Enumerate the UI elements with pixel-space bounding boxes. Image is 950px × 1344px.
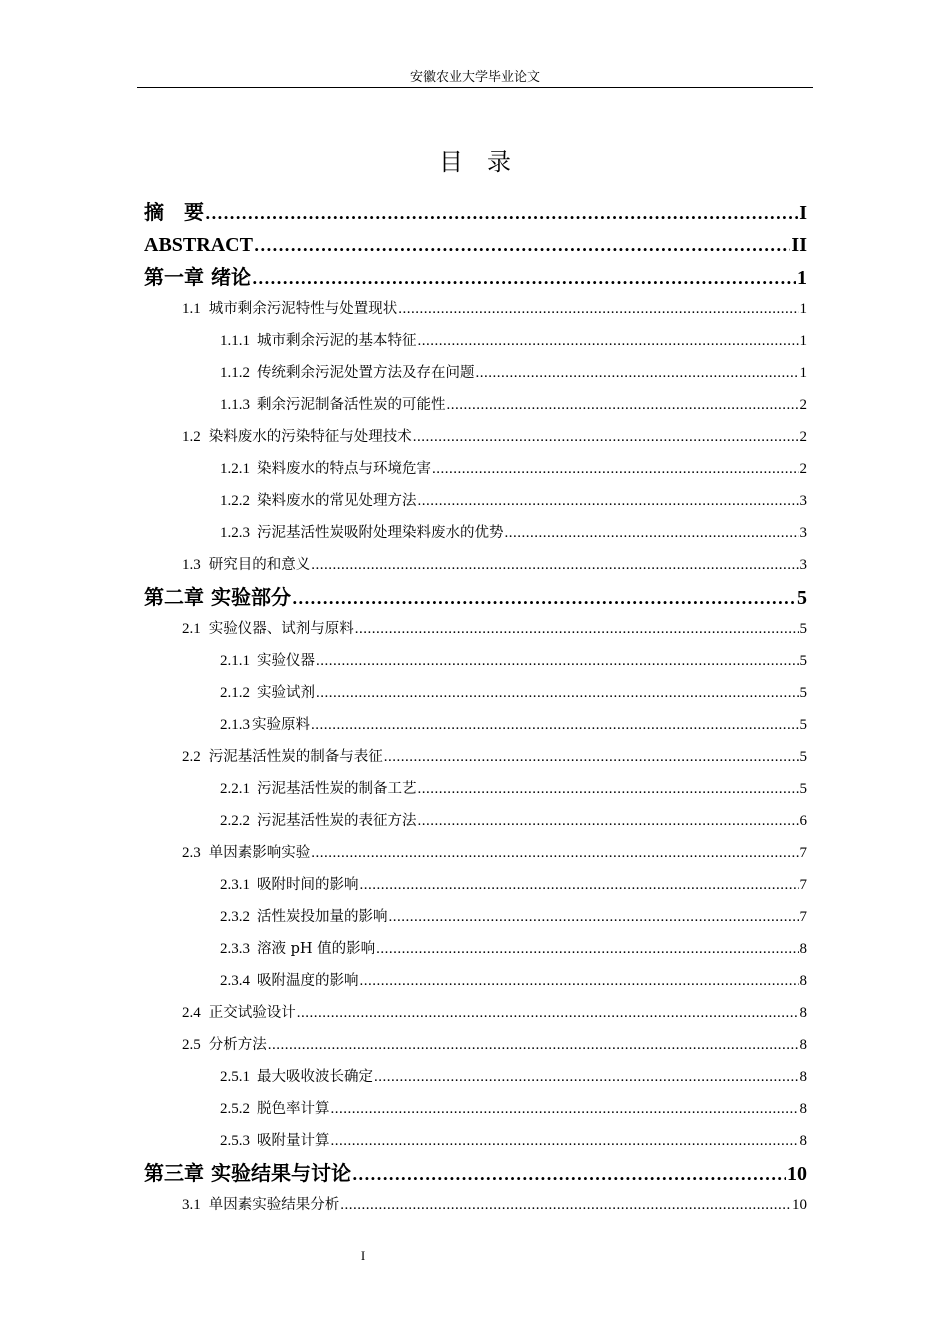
toc-leader-dots bbox=[205, 197, 798, 229]
toc-entry-level1[interactable] bbox=[144, 1157, 807, 1189]
toc-entry-level2[interactable] bbox=[144, 1029, 807, 1061]
toc-entry-label bbox=[220, 677, 315, 709]
toc-entry-label bbox=[220, 1125, 330, 1157]
toc-entry-label bbox=[182, 421, 412, 453]
toc-entry-number: 2.5.2 bbox=[220, 1101, 250, 1117]
toc-entry-page: 2 bbox=[799, 397, 807, 413]
toc-entry-label bbox=[220, 709, 310, 741]
toc-entry-label bbox=[182, 837, 310, 869]
toc-entry-label bbox=[144, 261, 251, 293]
toc-entry-level3[interactable] bbox=[144, 709, 807, 741]
toc-entry-number: 1.3 bbox=[182, 557, 201, 573]
toc-entry-label bbox=[182, 741, 383, 773]
toc-entry-label bbox=[182, 1189, 339, 1221]
toc-entry-page: 8 bbox=[799, 1101, 807, 1117]
toc-entry-level1[interactable] bbox=[144, 196, 807, 229]
toc-leader-dots bbox=[374, 1061, 799, 1093]
toc-leader-dots bbox=[398, 293, 798, 325]
toc-entry-label bbox=[144, 229, 253, 261]
toc-entry-number: 1.1 bbox=[182, 301, 201, 317]
toc-entry-label bbox=[182, 293, 397, 325]
toc-entry-text: 实验仪器、试剂与原料 bbox=[208, 621, 354, 637]
toc-entry-level3[interactable] bbox=[144, 389, 807, 421]
toc-leader-dots bbox=[331, 1093, 799, 1125]
toc-entry-level3[interactable] bbox=[144, 901, 807, 933]
toc-entry-text: 实验仪器 bbox=[257, 653, 315, 669]
toc-entry-text: 脱色率计算 bbox=[257, 1101, 330, 1117]
toc-leader-dots bbox=[316, 677, 799, 709]
toc-leader-dots bbox=[254, 230, 791, 261]
toc-entry-text: 染料废水的特点与环境危害 bbox=[257, 461, 431, 477]
toc-entry-page: 1 bbox=[799, 301, 807, 317]
toc-entry-label bbox=[220, 357, 475, 389]
toc-entry-page: 2 bbox=[799, 461, 807, 477]
toc-entry-text: 吸附温度的影响 bbox=[257, 973, 359, 989]
toc-entry-level3[interactable] bbox=[144, 805, 807, 837]
toc-entry-number: 1.1.1 bbox=[220, 333, 250, 349]
toc-leader-dots bbox=[418, 485, 799, 517]
header-rule bbox=[137, 87, 813, 88]
toc-entry-label bbox=[182, 613, 354, 645]
toc-leader-dots bbox=[360, 965, 799, 997]
toc-entry-label bbox=[220, 805, 417, 837]
toc-entry-text: 第三章 实验结果与讨论 bbox=[144, 1161, 351, 1185]
toc-entry-page: 8 bbox=[799, 1005, 807, 1021]
toc-entry-label bbox=[220, 773, 417, 805]
toc-entry-label bbox=[144, 196, 204, 229]
toc-entry-page: 1 bbox=[799, 333, 807, 349]
toc-entry-level1[interactable] bbox=[144, 229, 807, 261]
toc-entry-page: 3 bbox=[799, 525, 807, 541]
toc-entry-level2[interactable] bbox=[144, 549, 807, 581]
toc-entry-label bbox=[220, 1061, 373, 1093]
toc-entry-text: 污泥基活性炭的制备与表征 bbox=[208, 749, 383, 765]
toc-leader-dots bbox=[447, 389, 799, 421]
toc-entry-number: 2.1 bbox=[182, 621, 201, 637]
toc-entry-number: 2.3.3 bbox=[220, 941, 250, 957]
toc-entry-number: 1.1.2 bbox=[220, 365, 250, 381]
toc-entry-label bbox=[220, 517, 504, 549]
toc-entry-level3[interactable] bbox=[144, 485, 807, 517]
toc-entry-level2[interactable] bbox=[144, 293, 807, 325]
toc-entry-text: 正交试验设计 bbox=[208, 1005, 296, 1021]
toc-entry-text: 单因素实验结果分析 bbox=[208, 1197, 340, 1213]
toc-entry-level3[interactable] bbox=[144, 677, 807, 709]
toc-entry-page: 5 bbox=[799, 749, 807, 765]
toc-entry-label bbox=[220, 869, 359, 901]
toc-entry-number: 2.3 bbox=[182, 845, 201, 861]
toc-entry-page: 5 bbox=[799, 653, 807, 669]
toc-leader-dots bbox=[331, 1125, 799, 1157]
toc-entry-level3[interactable] bbox=[144, 1125, 807, 1157]
toc-entry-page: 3 bbox=[799, 493, 807, 509]
toc-entry-number: 1.2.2 bbox=[220, 493, 250, 509]
toc-entry-label bbox=[182, 1029, 267, 1061]
toc-leader-dots bbox=[252, 263, 796, 293]
toc-entry-text: 染料废水的污染特征与处理技术 bbox=[208, 429, 412, 445]
toc-leader-dots bbox=[268, 1029, 799, 1061]
toc-leader-dots bbox=[505, 517, 799, 549]
toc-entry-text: 污泥基活性炭的制备工艺 bbox=[257, 781, 417, 797]
toc-entry-level3[interactable] bbox=[144, 773, 807, 805]
toc-entry-text: 剩余污泥制备活性炭的可能性 bbox=[257, 397, 446, 413]
toc-entry-page: 5 bbox=[799, 685, 807, 701]
toc-leader-dots bbox=[413, 421, 799, 453]
toc-entry-text: 城市剩余污泥的基本特征 bbox=[257, 333, 417, 349]
toc-leader-dots bbox=[476, 357, 799, 389]
toc-leader-dots bbox=[389, 901, 799, 933]
toc-entry-label bbox=[220, 645, 315, 677]
toc-entry-page: I bbox=[799, 202, 807, 224]
table-of-contents bbox=[144, 196, 807, 1221]
toc-leader-dots bbox=[311, 549, 798, 581]
toc-entry-number: 2.2.2 bbox=[220, 813, 250, 829]
toc-entry-page: 5 bbox=[799, 621, 807, 637]
toc-entry-level3[interactable] bbox=[144, 325, 807, 357]
toc-entry-page: 10 bbox=[792, 1197, 807, 1213]
toc-entry-label bbox=[182, 997, 296, 1029]
toc-leader-dots bbox=[355, 613, 799, 645]
toc-entry-label bbox=[220, 325, 417, 357]
toc-leader-dots bbox=[432, 453, 799, 485]
toc-entry-label bbox=[220, 933, 375, 965]
toc-entry-text: 活性炭投加量的影响 bbox=[257, 909, 388, 925]
toc-entry-level3[interactable] bbox=[144, 1093, 807, 1125]
toc-entry-label bbox=[220, 965, 359, 997]
toc-entry-text: 污泥基活性炭的表征方法 bbox=[257, 813, 417, 829]
toc-entry-number: 1.2 bbox=[182, 429, 201, 445]
toc-entry-number: 2.2.1 bbox=[220, 781, 250, 797]
toc-entry-text: 第一章 绪论 bbox=[144, 265, 251, 289]
toc-leader-dots bbox=[418, 773, 799, 805]
toc-entry-label bbox=[182, 549, 310, 581]
toc-entry-text: 摘 要 bbox=[144, 200, 204, 224]
toc-leader-dots bbox=[418, 325, 799, 357]
toc-entry-level2[interactable] bbox=[144, 421, 807, 453]
toc-entry-page: 7 bbox=[799, 909, 807, 925]
toc-entry-level3[interactable] bbox=[144, 453, 807, 485]
toc-entry-text: 吸附时间的影响 bbox=[257, 877, 359, 893]
toc-entry-label bbox=[144, 1157, 351, 1189]
toc-entry-page: 8 bbox=[799, 973, 807, 989]
toc-entry-text: 实验试剂 bbox=[257, 685, 315, 701]
toc-leader-dots bbox=[384, 741, 799, 773]
toc-entry-level1[interactable] bbox=[144, 261, 807, 293]
toc-entry-level2[interactable] bbox=[144, 997, 807, 1029]
toc-entry-number: 2.1.3 bbox=[220, 717, 250, 733]
toc-entry-label bbox=[220, 1093, 330, 1125]
toc-entry-level3[interactable] bbox=[144, 965, 807, 997]
toc-entry-text: 最大吸收波长确定 bbox=[257, 1069, 373, 1085]
toc-title: 目录 bbox=[439, 148, 535, 176]
toc-entry-text: 第二章 实验部分 bbox=[144, 585, 291, 609]
toc-entry-text: 单因素影响实验 bbox=[208, 845, 311, 861]
toc-entry-text: 实验原料 bbox=[252, 717, 310, 733]
toc-entry-page: 7 bbox=[799, 877, 807, 893]
toc-entry-text: 污泥基活性炭吸附处理染料废水的优势 bbox=[257, 525, 504, 541]
toc-entry-level3[interactable] bbox=[144, 645, 807, 677]
toc-leader-dots bbox=[352, 1159, 786, 1189]
toc-leader-dots bbox=[292, 583, 796, 613]
toc-leader-dots bbox=[311, 837, 798, 869]
toc-entry-level2[interactable] bbox=[144, 837, 807, 869]
toc-entry-page: 5 bbox=[799, 781, 807, 797]
toc-entry-page: 8 bbox=[799, 1133, 807, 1149]
toc-leader-dots bbox=[340, 1189, 791, 1221]
toc-entry-number: 1.1.3 bbox=[220, 397, 250, 413]
toc-entry-page: 8 bbox=[799, 1069, 807, 1085]
toc-entry-text: 城市剩余污泥特性与处置现状 bbox=[208, 301, 398, 317]
toc-entry-page: 1 bbox=[797, 267, 807, 289]
toc-entry-text: 染料废水的常见处理方法 bbox=[257, 493, 417, 509]
toc-entry-level3[interactable] bbox=[144, 357, 807, 389]
running-header: 安徽农业大学毕业论文 bbox=[409, 70, 540, 85]
toc-entry-text: 溶液 pH 值的影响 bbox=[257, 941, 376, 957]
toc-entry-page: 3 bbox=[799, 557, 807, 573]
toc-entry-text: 传统剩余污泥处置方法及存在问题 bbox=[257, 365, 475, 381]
toc-entry-level2[interactable] bbox=[144, 1189, 807, 1221]
toc-entry-number: 2.5 bbox=[182, 1037, 201, 1053]
toc-entry-number: 2.5.3 bbox=[220, 1133, 250, 1149]
toc-entry-label bbox=[220, 901, 388, 933]
toc-leader-dots bbox=[311, 709, 799, 741]
toc-leader-dots bbox=[297, 997, 799, 1029]
toc-entry-page: 5 bbox=[799, 717, 807, 733]
toc-entry-number: 1.2.3 bbox=[220, 525, 250, 541]
toc-entry-number: 2.3.4 bbox=[220, 973, 250, 989]
toc-entry-number: 2.2 bbox=[182, 749, 201, 765]
toc-entry-text: ABSTRACT bbox=[144, 234, 253, 256]
toc-entry-page: 2 bbox=[799, 429, 807, 445]
toc-leader-dots bbox=[316, 645, 799, 677]
toc-entry-number: 2.5.1 bbox=[220, 1069, 250, 1085]
toc-leader-dots bbox=[376, 933, 798, 965]
toc-entry-level3[interactable] bbox=[144, 1061, 807, 1093]
page-number: I bbox=[360, 1248, 366, 1263]
toc-entry-text: 分析方法 bbox=[208, 1037, 267, 1053]
toc-entry-number: 2.4 bbox=[182, 1005, 201, 1021]
toc-entry-page: 8 bbox=[799, 941, 807, 957]
toc-entry-number: 2.3.2 bbox=[220, 909, 250, 925]
toc-entry-page: 7 bbox=[799, 845, 807, 861]
toc-entry-level3[interactable] bbox=[144, 517, 807, 549]
toc-entry-number: 2.1.1 bbox=[220, 653, 250, 669]
toc-entry-number: 1.2.1 bbox=[220, 461, 250, 477]
toc-entry-page: 1 bbox=[799, 365, 807, 381]
toc-entry-level1[interactable] bbox=[144, 581, 807, 613]
toc-entry-number: 3.1 bbox=[182, 1197, 201, 1213]
toc-entry-page: 6 bbox=[799, 813, 807, 829]
toc-entry-level3[interactable] bbox=[144, 869, 807, 901]
toc-entry-label bbox=[220, 485, 417, 517]
toc-entry-text: 研究目的和意义 bbox=[208, 557, 311, 573]
toc-entry-page: 10 bbox=[787, 1163, 807, 1185]
toc-entry-number: 2.1.2 bbox=[220, 685, 250, 701]
toc-entry-page: 8 bbox=[799, 1037, 807, 1053]
toc-entry-label bbox=[144, 581, 291, 613]
toc-entry-level2[interactable] bbox=[144, 613, 807, 645]
toc-entry-text: 吸附量计算 bbox=[257, 1133, 330, 1149]
toc-entry-label bbox=[220, 453, 431, 485]
toc-entry-label bbox=[220, 389, 446, 421]
toc-entry-number: 2.3.1 bbox=[220, 877, 250, 893]
toc-leader-dots bbox=[418, 805, 799, 837]
toc-entry-level3[interactable] bbox=[144, 933, 807, 965]
toc-entry-page: II bbox=[791, 234, 807, 256]
toc-entry-page: 5 bbox=[797, 587, 807, 609]
toc-leader-dots bbox=[360, 869, 799, 901]
toc-entry-level2[interactable] bbox=[144, 741, 807, 773]
